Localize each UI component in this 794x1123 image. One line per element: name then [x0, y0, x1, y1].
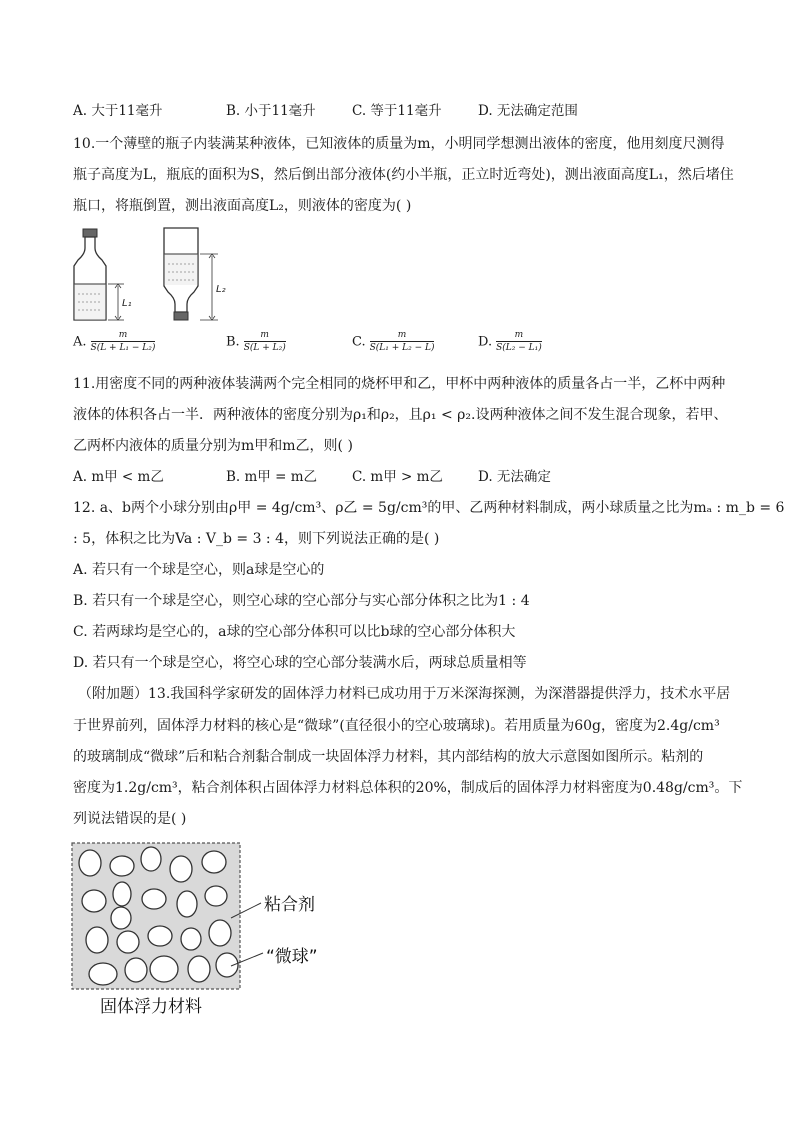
bottle-figure [68, 226, 248, 324]
q13-stem-line: 列说法错误的是( ) [73, 811, 187, 827]
microsphere [125, 958, 147, 982]
q10-option-b[interactable]: B. $\frac{m}{\text{S(L + L₂)}}$ [226, 330, 286, 353]
q13-stem-line: 密度为1.2g/cm³，粘合剂体积占固体浮力材料总体积的20%，制成后的固体浮力材料密度为0.48g/cm³。下 [73, 780, 743, 796]
q12-option-b[interactable]: B. 若只有一个球是空心，则空心球的空心部分与实心部分体积之比为1 : 4 [73, 593, 530, 609]
q12-stem-line: 12. a、b两个小球分别由ρ甲 = 4g/cm³、ρ乙 = 5g/cm³的甲、乙两种材料制成，两小球质量之比为mₐ : m_b = 6 [73, 500, 785, 516]
q11-stem-line: 11.用密度不同的两种液体装满两个完全相同的烧杯甲和乙，甲杯中两种液体的质量各占一半，乙杯中两种 [73, 376, 726, 392]
microsphere [82, 890, 106, 912]
q12-option-d[interactable]: D. 若只有一个球是空心，将空心球的空心部分装满水后，两球总质量相等 [73, 655, 527, 671]
microsphere [209, 920, 231, 946]
q11-option-a[interactable]: A. m甲 < m乙 [73, 469, 164, 485]
q12-option-c[interactable]: C. 若两球均是空心的，a球的空心部分体积可以比b球的空心部分体积大 [73, 624, 516, 640]
microsphere [177, 891, 197, 917]
q13-stem-line: （附加题）13.我国科学家研发的固体浮力材料已成功用于万米深海探测，为深潜器提供浮力，技术水平居 [78, 686, 731, 702]
microsphere [110, 856, 134, 876]
microsphere [205, 886, 227, 906]
q10-option-c[interactable]: C. $\frac{m}{\text{S(L₁ + L₂ − L)}}$ [352, 330, 435, 353]
upright-bottle [74, 229, 132, 320]
q13-stem-line: 的玻璃制成“微球”后和粘合剂黏合制成一块固体浮力材料，其内部结构的放大示意图如图所示。粘剂的 [73, 749, 704, 765]
buoyancy-material-figure [66, 838, 356, 1020]
microsphere [86, 927, 108, 953]
q11-stem-line: 乙两杯内液体的质量分别为m甲和m乙，则( ) [73, 438, 353, 454]
microsphere [181, 928, 201, 950]
figure-caption: 固体浮力材料 [100, 997, 202, 1017]
q9-option-c[interactable]: C. 等于11毫升 [352, 103, 442, 119]
q10-stem-line: 瓶口，将瓶倒置，测出液面高度L₂，则液体的密度为( ) [73, 198, 412, 214]
q11-stem-line: 液体的体积各占一半．两种液体的密度分别为ρ₁和ρ₂，且ρ₁ < ρ₂.设两种液体之间不发生混合现象，若甲、 [73, 407, 728, 423]
q12-option-a[interactable]: A. 若只有一个球是空心，则a球是空心的 [73, 562, 325, 578]
microsphere [79, 850, 101, 876]
microsphere [148, 926, 172, 946]
q10-stem-line: 瓶子高度为L，瓶底的面积为S，然后倒出部分液体(约小半瓶，正立时近弯处)，测出液面高度L₁，然后堵住 [73, 167, 734, 183]
microsphere [111, 907, 131, 929]
q10-option-a[interactable]: A. $\frac{m}{\text{S(L + L₁ − L₂)}}$ [73, 330, 156, 353]
sphere-label: “微球” [266, 947, 318, 967]
q11-option-d[interactable]: D. 无法确定 [478, 469, 551, 485]
q12-stem-line: : 5，体积之比为Va : V_b = 3 : 4，则下列说法正确的是( ) [73, 531, 440, 547]
microsphere [89, 963, 117, 985]
q10-option-d[interactable]: D. $\frac{m}{\text{S(L₂ − L₁)}}$ [478, 330, 542, 353]
q9-option-a[interactable]: A. 大于11毫升 [73, 103, 163, 119]
label-l1: L₁ [122, 298, 132, 309]
q9-option-b[interactable]: B. 小于11毫升 [226, 103, 316, 119]
microsphere [170, 856, 192, 882]
microsphere [113, 882, 131, 906]
microsphere [141, 847, 161, 871]
q9-option-d[interactable]: D. 无法确定范围 [478, 103, 578, 119]
microsphere [142, 889, 166, 909]
q13-stem-line: 于世界前列，固体浮力材料的核心是“微球”(直径很小的空心玻璃球)。若用质量为60g，密度为2.4g/cm³ [73, 718, 720, 734]
microsphere [117, 931, 139, 953]
binder-label: 粘合剂 [264, 895, 315, 915]
inverted-bottle [164, 228, 226, 320]
q10-stem-line: 10.一个薄壁的瓶子内装满某种液体，已知液体的质量为m，小明同学想测出液体的密度，他用刻度尺测得 [73, 136, 725, 152]
label-l2: L₂ [216, 284, 226, 295]
q11-option-b[interactable]: B. m甲 = m乙 [226, 469, 317, 485]
microsphere [150, 956, 178, 982]
microsphere [188, 956, 210, 982]
q11-option-c[interactable]: C. m甲 > m乙 [352, 469, 443, 485]
microsphere [202, 851, 226, 873]
